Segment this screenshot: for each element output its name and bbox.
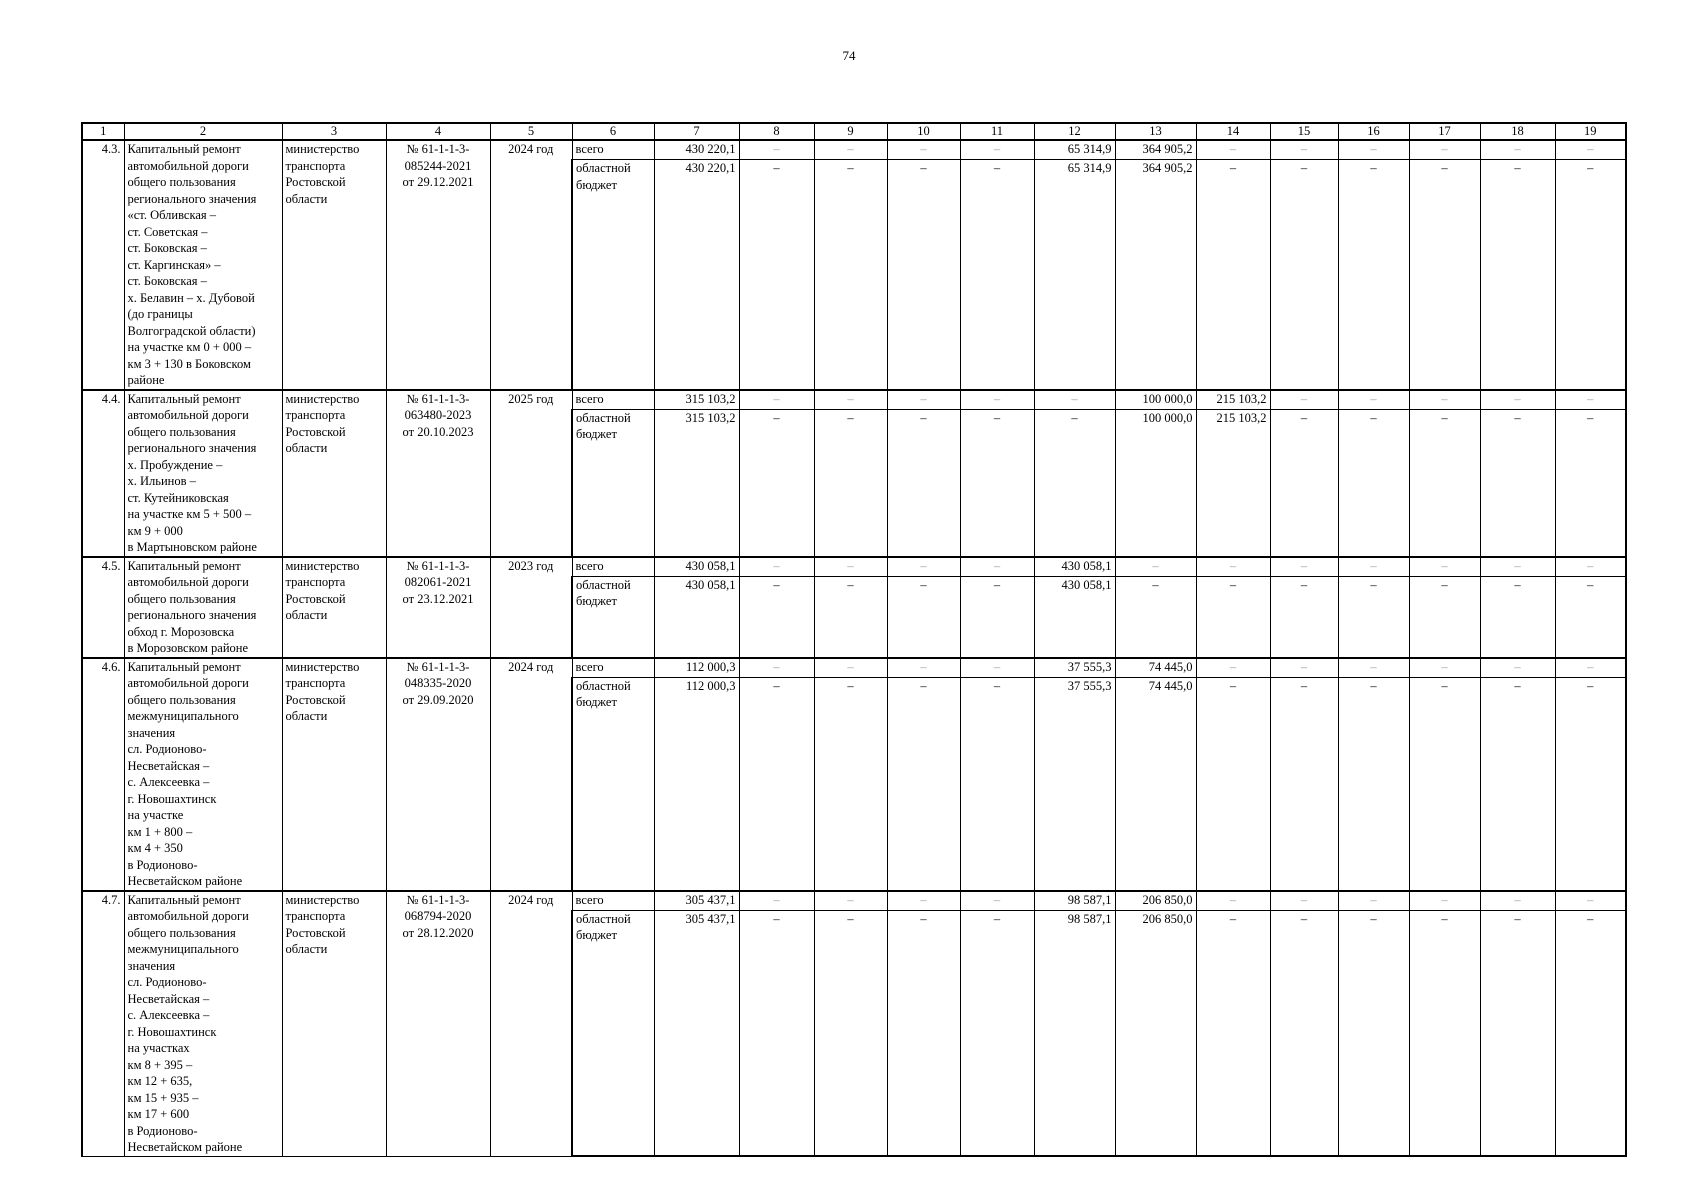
executor: министерство транспорта Ростовской области bbox=[282, 140, 386, 390]
year-amount: – bbox=[739, 677, 814, 890]
year-amount: 37 555,3 bbox=[1034, 677, 1115, 890]
year-amount: – bbox=[1409, 409, 1480, 556]
column-number: 4 bbox=[386, 123, 490, 140]
year-amount: – bbox=[1196, 891, 1270, 911]
program-table bbox=[81, 122, 1627, 1157]
expertise-number: № 61-1-1-3- 063480-2023 от 20.10.2023 bbox=[386, 390, 490, 557]
year-amount: – bbox=[814, 910, 887, 1156]
completion-year: 2025 год bbox=[490, 390, 572, 557]
column-number: 15 bbox=[1270, 123, 1338, 140]
row-number: 4.5. bbox=[82, 557, 124, 658]
year-amount: – bbox=[1409, 576, 1480, 657]
column-number: 3 bbox=[282, 123, 386, 140]
year-amount: – bbox=[814, 160, 887, 390]
object-name: Капитальный ремонт автомобильной дороги общего пользования регионального значения «ст. Обливская – ст. Советская – ст. Боковская – ст. Каргинская» – ст. Боковская – х. Белавин – х. Дубовой (до границы Волгоградской области) на участке км 0 + 000 – км 3 + 130 в Боковском районе bbox=[124, 140, 282, 390]
funding-source: областной бюджет bbox=[572, 576, 654, 657]
column-number: 19 bbox=[1555, 123, 1626, 140]
executor: министерство транспорта Ростовской области bbox=[282, 557, 386, 658]
expertise-number: № 61-1-1-3- 085244-2021 от 29.12.2021 bbox=[386, 140, 490, 390]
expertise-number: № 61-1-1-3- 048335-2020 от 29.09.2020 bbox=[386, 658, 490, 891]
total-amount: 315 103,2 bbox=[654, 390, 739, 410]
executor: министерство транспорта Ростовской области bbox=[282, 891, 386, 1157]
year-amount: – bbox=[1196, 576, 1270, 657]
year-amount: – bbox=[1270, 677, 1338, 890]
year-amount: – bbox=[739, 160, 814, 390]
year-amount: – bbox=[1409, 677, 1480, 890]
year-amount: – bbox=[814, 576, 887, 657]
completion-year: 2024 год bbox=[490, 140, 572, 390]
funding-source: областной бюджет bbox=[572, 910, 654, 1156]
year-amount: – bbox=[1409, 160, 1480, 390]
year-amount: – bbox=[739, 140, 814, 160]
executor: министерство транспорта Ростовской области bbox=[282, 390, 386, 557]
column-number: 9 bbox=[814, 123, 887, 140]
column-number: 18 bbox=[1480, 123, 1555, 140]
funding-source: областной бюджет bbox=[572, 160, 654, 390]
year-amount: – bbox=[814, 140, 887, 160]
year-amount: – bbox=[1480, 390, 1555, 410]
row-number: 4.7. bbox=[82, 891, 124, 1157]
year-amount: – bbox=[1555, 557, 1626, 577]
year-amount: – bbox=[1270, 910, 1338, 1156]
year-amount: – bbox=[814, 557, 887, 577]
year-amount: – bbox=[1555, 658, 1626, 678]
year-amount: – bbox=[1480, 576, 1555, 657]
year-amount: – bbox=[1270, 140, 1338, 160]
year-amount: – bbox=[887, 576, 960, 657]
year-amount: 206 850,0 bbox=[1115, 910, 1196, 1156]
funding-source: всего bbox=[572, 557, 654, 577]
completion-year: 2024 год bbox=[490, 891, 572, 1157]
object-name: Капитальный ремонт автомобильной дороги общего пользования регионального значения х. Пробуждение – х. Ильинов – ст. Кутейниковская на участке км 5 + 500 – км 9 + 000 в Мартыновском районе bbox=[124, 390, 282, 557]
column-number: 17 bbox=[1409, 123, 1480, 140]
year-amount: – bbox=[739, 658, 814, 678]
year-amount: – bbox=[1555, 891, 1626, 911]
year-amount: – bbox=[1480, 891, 1555, 911]
year-amount: – bbox=[887, 140, 960, 160]
year-amount: – bbox=[1270, 891, 1338, 911]
year-amount: 98 587,1 bbox=[1034, 910, 1115, 1156]
row-number: 4.4. bbox=[82, 390, 124, 557]
year-amount: – bbox=[1270, 409, 1338, 556]
table-row bbox=[82, 390, 1626, 410]
year-amount: – bbox=[1115, 557, 1196, 577]
total-amount: 430 058,1 bbox=[654, 576, 739, 657]
year-amount: – bbox=[960, 576, 1034, 657]
year-amount: – bbox=[814, 677, 887, 890]
year-amount: – bbox=[1196, 658, 1270, 678]
table-row bbox=[82, 891, 1626, 911]
year-amount: – bbox=[739, 910, 814, 1156]
year-amount: – bbox=[1338, 910, 1409, 1156]
executor: министерство транспорта Ростовской области bbox=[282, 658, 386, 891]
year-amount: – bbox=[1480, 160, 1555, 390]
column-number: 11 bbox=[960, 123, 1034, 140]
year-amount: – bbox=[1338, 409, 1409, 556]
row-number: 4.6. bbox=[82, 658, 124, 891]
funding-source: всего bbox=[572, 658, 654, 678]
header-row bbox=[82, 123, 1626, 140]
year-amount: – bbox=[1409, 557, 1480, 577]
year-amount: – bbox=[887, 910, 960, 1156]
year-amount: – bbox=[960, 910, 1034, 1156]
year-amount: – bbox=[887, 160, 960, 390]
year-amount: – bbox=[1555, 390, 1626, 410]
object-name: Капитальный ремонт автомобильной дороги общего пользования регионального значения обход г. Морозовска в Морозовском районе bbox=[124, 557, 282, 658]
column-number: 14 bbox=[1196, 123, 1270, 140]
year-amount: – bbox=[1555, 409, 1626, 556]
year-amount: – bbox=[887, 891, 960, 911]
funding-source: всего bbox=[572, 140, 654, 160]
column-number: 2 bbox=[124, 123, 282, 140]
year-amount: – bbox=[814, 891, 887, 911]
year-amount: – bbox=[887, 677, 960, 890]
total-amount: 315 103,2 bbox=[654, 409, 739, 556]
year-amount: 430 058,1 bbox=[1034, 557, 1115, 577]
year-amount: – bbox=[1555, 140, 1626, 160]
column-number: 8 bbox=[739, 123, 814, 140]
year-amount: – bbox=[960, 390, 1034, 410]
column-number: 5 bbox=[490, 123, 572, 140]
year-amount: – bbox=[1409, 910, 1480, 1156]
year-amount: 206 850,0 bbox=[1115, 891, 1196, 911]
year-amount: – bbox=[1270, 557, 1338, 577]
year-amount: – bbox=[1555, 160, 1626, 390]
table-row bbox=[82, 140, 1626, 160]
year-amount: – bbox=[1409, 658, 1480, 678]
column-number: 6 bbox=[572, 123, 654, 140]
year-amount: – bbox=[1196, 140, 1270, 160]
year-amount: – bbox=[960, 557, 1034, 577]
year-amount: 74 445,0 bbox=[1115, 658, 1196, 678]
year-amount: – bbox=[960, 658, 1034, 678]
year-amount: – bbox=[1196, 677, 1270, 890]
year-amount: 65 314,9 bbox=[1034, 140, 1115, 160]
funding-source: всего bbox=[572, 390, 654, 410]
year-amount: – bbox=[1034, 390, 1115, 410]
year-amount: – bbox=[1338, 658, 1409, 678]
year-amount: – bbox=[960, 409, 1034, 556]
column-number: 12 bbox=[1034, 123, 1115, 140]
total-amount: 112 000,3 bbox=[654, 658, 739, 678]
column-number: 16 bbox=[1338, 123, 1409, 140]
row-number: 4.3. bbox=[82, 140, 124, 390]
year-amount: – bbox=[1338, 160, 1409, 390]
year-amount: 215 103,2 bbox=[1196, 409, 1270, 556]
year-amount: – bbox=[739, 390, 814, 410]
table-row bbox=[82, 658, 1626, 678]
expertise-number: № 61-1-1-3- 082061-2021 от 23.12.2021 bbox=[386, 557, 490, 658]
year-amount: – bbox=[739, 409, 814, 556]
funding-source: областной бюджет bbox=[572, 677, 654, 890]
year-amount: – bbox=[1270, 576, 1338, 657]
year-amount: – bbox=[1115, 576, 1196, 657]
year-amount: – bbox=[814, 658, 887, 678]
year-amount: – bbox=[1555, 576, 1626, 657]
year-amount: – bbox=[1555, 677, 1626, 890]
year-amount: – bbox=[960, 891, 1034, 911]
year-amount: – bbox=[1480, 910, 1555, 1156]
total-amount: 430 220,1 bbox=[654, 140, 739, 160]
year-amount: – bbox=[1409, 891, 1480, 911]
year-amount: – bbox=[960, 677, 1034, 890]
year-amount: – bbox=[887, 409, 960, 556]
year-amount: – bbox=[739, 557, 814, 577]
year-amount: – bbox=[1480, 140, 1555, 160]
year-amount: – bbox=[739, 576, 814, 657]
column-number: 1 bbox=[82, 123, 124, 140]
year-amount: – bbox=[887, 557, 960, 577]
page-number: 74 bbox=[842, 48, 856, 63]
year-amount: – bbox=[887, 658, 960, 678]
year-amount: – bbox=[960, 140, 1034, 160]
completion-year: 2024 год bbox=[490, 658, 572, 891]
year-amount: – bbox=[960, 160, 1034, 390]
year-amount: 364 905,2 bbox=[1115, 140, 1196, 160]
year-amount: 65 314,9 bbox=[1034, 160, 1115, 390]
total-amount: 305 437,1 bbox=[654, 910, 739, 1156]
year-amount: – bbox=[1196, 557, 1270, 577]
year-amount: 215 103,2 bbox=[1196, 390, 1270, 410]
column-number: 10 bbox=[887, 123, 960, 140]
total-amount: 305 437,1 bbox=[654, 891, 739, 911]
year-amount: – bbox=[1338, 576, 1409, 657]
year-amount: 98 587,1 bbox=[1034, 891, 1115, 911]
column-number: 7 bbox=[654, 123, 739, 140]
year-amount: 430 058,1 bbox=[1034, 576, 1115, 657]
year-amount: 37 555,3 bbox=[1034, 658, 1115, 678]
year-amount: – bbox=[1338, 891, 1409, 911]
year-amount: – bbox=[1270, 390, 1338, 410]
year-amount: 74 445,0 bbox=[1115, 677, 1196, 890]
total-amount: 430 058,1 bbox=[654, 557, 739, 577]
year-amount: – bbox=[1480, 658, 1555, 678]
year-amount: – bbox=[1338, 140, 1409, 160]
funding-source: областной бюджет bbox=[572, 409, 654, 556]
total-amount: 112 000,3 bbox=[654, 677, 739, 890]
year-amount: 100 000,0 bbox=[1115, 409, 1196, 556]
year-amount: – bbox=[1480, 677, 1555, 890]
year-amount: – bbox=[1338, 677, 1409, 890]
year-amount: – bbox=[1409, 140, 1480, 160]
year-amount: – bbox=[887, 390, 960, 410]
year-amount: – bbox=[814, 409, 887, 556]
year-amount: – bbox=[1196, 910, 1270, 1156]
year-amount: – bbox=[1196, 160, 1270, 390]
year-amount: – bbox=[1480, 557, 1555, 577]
year-amount: – bbox=[1338, 557, 1409, 577]
completion-year: 2023 год bbox=[490, 557, 572, 658]
expertise-number: № 61-1-1-3- 068794-2020 от 28.12.2020 bbox=[386, 891, 490, 1157]
year-amount: – bbox=[1338, 390, 1409, 410]
year-amount: – bbox=[1270, 658, 1338, 678]
object-name: Капитальный ремонт автомобильной дороги общего пользования межмуниципального значения сл. Родионово- Несветайская – с. Алексеевка – г. Новошахтинск на участках км 8 + 395 – км 12 + 635, км 15 + 935 – км 17 + 600 в Родионово- Несветайском районе bbox=[124, 891, 282, 1157]
year-amount: – bbox=[1034, 409, 1115, 556]
year-amount: – bbox=[1555, 910, 1626, 1156]
total-amount: 430 220,1 bbox=[654, 160, 739, 390]
column-number: 13 bbox=[1115, 123, 1196, 140]
year-amount: – bbox=[1409, 390, 1480, 410]
funding-source: всего bbox=[572, 891, 654, 911]
year-amount: 100 000,0 bbox=[1115, 390, 1196, 410]
table-row bbox=[82, 557, 1626, 577]
year-amount: – bbox=[814, 390, 887, 410]
year-amount: – bbox=[739, 891, 814, 911]
object-name: Капитальный ремонт автомобильной дороги общего пользования межмуниципального значения сл. Родионово- Несветайская – с. Алексеевка – г. Новошахтинск на участке км 1 + 800 – км 4 + 350 в Родионово- Несветайском районе bbox=[124, 658, 282, 891]
year-amount: – bbox=[1270, 160, 1338, 390]
year-amount: 364 905,2 bbox=[1115, 160, 1196, 390]
year-amount: – bbox=[1480, 409, 1555, 556]
